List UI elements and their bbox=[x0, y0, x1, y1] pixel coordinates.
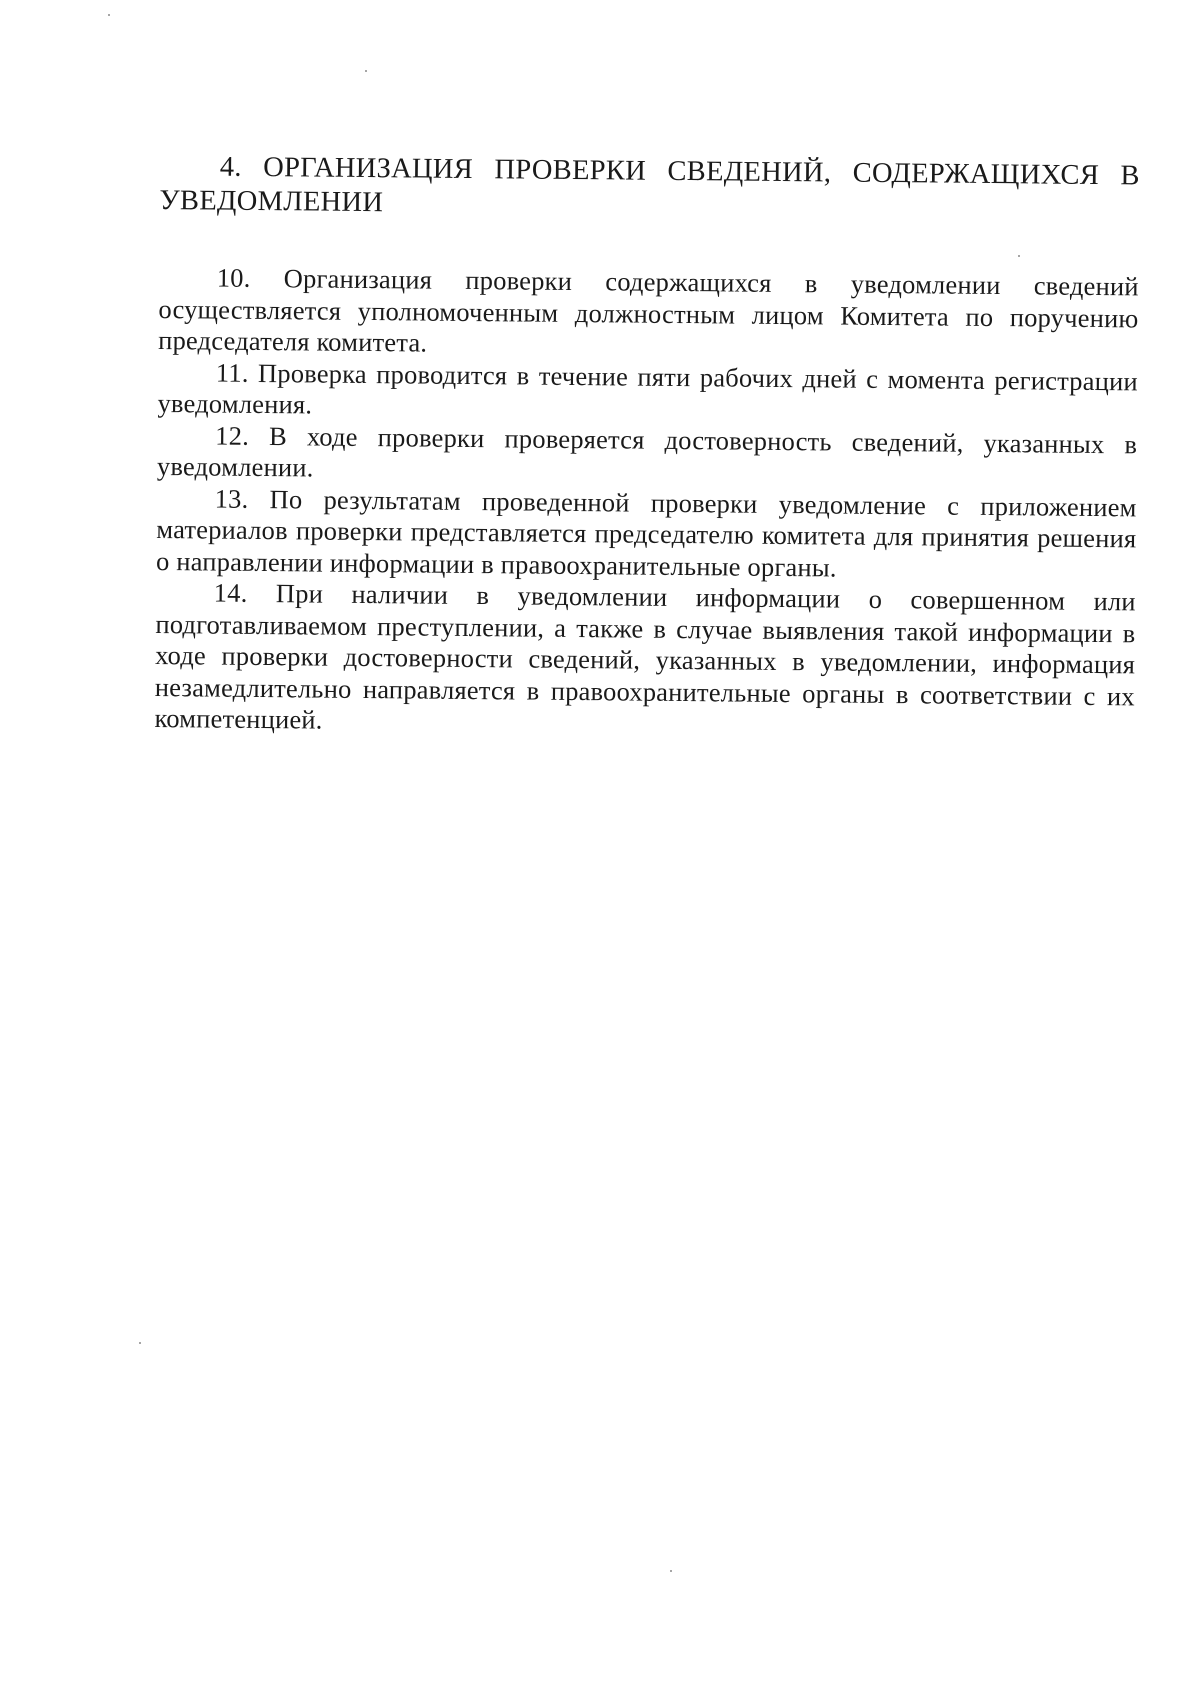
scan-speck bbox=[139, 1342, 141, 1344]
scan-speck bbox=[670, 1570, 672, 1572]
document-body bbox=[154, 150, 1140, 744]
section-heading: 4. ОРГАНИЗАЦИЯ ПРОВЕРКИ СВЕДЕНИЙ, СОДЕРЖАЩИХСЯ В УВЕДОМЛЕНИИ bbox=[159, 151, 1140, 219]
clause-10: 10. Организация проверки содержащихся в уведомлении сведений осуществляется уполномоченным должностным лицом Комитета по поручению председателя комитета. bbox=[158, 262, 1139, 358]
scan-speck bbox=[365, 70, 367, 72]
scan-speck bbox=[108, 14, 110, 16]
clause-13: 13. По результатам проведенной проверки уведомление с приложением материалов проверки представляется председателю комитета для принятия решения о направлении информации в правоохранительные органы. bbox=[155, 483, 1137, 583]
clause-12: 12. В ходе проверки проверяется достоверность сведений, указанных в уведомлении. bbox=[156, 420, 1138, 483]
clause-14: 14. При наличии в уведомлении информации о совершенном или подготавливаемом преступлении, а также в случае выявления такой информации в ходе проверки достоверности сведений, указанных в уведомлении, информация незамедлительно направляется в правоохранительные органы в соответствии с их компетенцией. bbox=[154, 577, 1136, 735]
clause-11: 11. Проверка проводится в течение пяти рабочих дней с момента регистрации уведомления. bbox=[157, 357, 1138, 420]
clause-list bbox=[154, 262, 1138, 744]
